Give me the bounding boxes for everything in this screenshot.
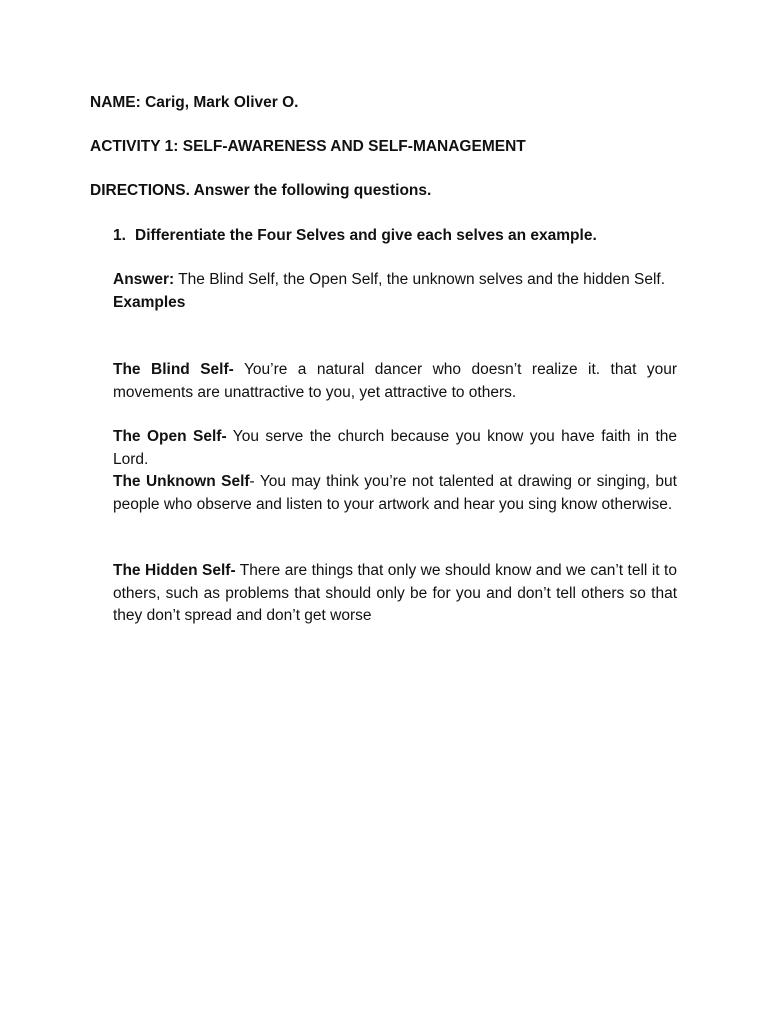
unknown-self-term: The Unknown Self xyxy=(113,473,250,490)
blind-self-term: The Blind Self- xyxy=(113,361,234,378)
answer-label: Answer: xyxy=(113,271,175,288)
examples-heading: Examples xyxy=(113,293,186,311)
unknown-self-text: - You may think you’re not talented at drawing or singing, but people who observe and listen to your artwork and hear you sing know otherwise. xyxy=(113,473,677,513)
hidden-self-text: There are things that only we should know and we can’t tell it to others, such as problems that should only be for you and don’t tell others so that they don’t spread and don’t get worse xyxy=(113,562,677,624)
hidden-self-term: The Hidden Self- xyxy=(113,562,236,579)
open-self-term: The Open Self- xyxy=(113,428,227,445)
name-line: NAME: Carig, Mark Oliver O. xyxy=(90,94,299,111)
answer-text: The Blind Self, the Open Self, the unknown selves and the hidden Self. xyxy=(174,271,666,288)
blind-self-paragraph xyxy=(113,359,677,404)
open-self-text: You serve the church because you know you have faith in the Lord. xyxy=(113,428,678,468)
question-number: 1. xyxy=(113,227,126,244)
question-1 xyxy=(113,225,597,248)
answer-paragraph xyxy=(113,269,677,292)
unknown-self-paragraph xyxy=(113,471,677,516)
example-open-unknown-self xyxy=(113,426,677,516)
answer-block xyxy=(113,269,677,314)
question-text: Differentiate the Four Selves and give each selves an example. xyxy=(135,227,597,244)
hidden-self-paragraph xyxy=(113,560,677,628)
directions-line: DIRECTIONS. Answer the following questions. xyxy=(90,182,432,199)
example-blind-self xyxy=(113,359,677,404)
blind-self-text: You’re a natural dancer who doesn’t realize it. that your movements are unattractive to you, yet attractive to others. xyxy=(113,361,677,401)
activity-title: ACTIVITY 1: SELF-AWARENESS AND SELF-MANAGEMENT xyxy=(90,138,526,155)
open-self-paragraph xyxy=(113,426,677,471)
example-hidden-self xyxy=(113,560,677,628)
